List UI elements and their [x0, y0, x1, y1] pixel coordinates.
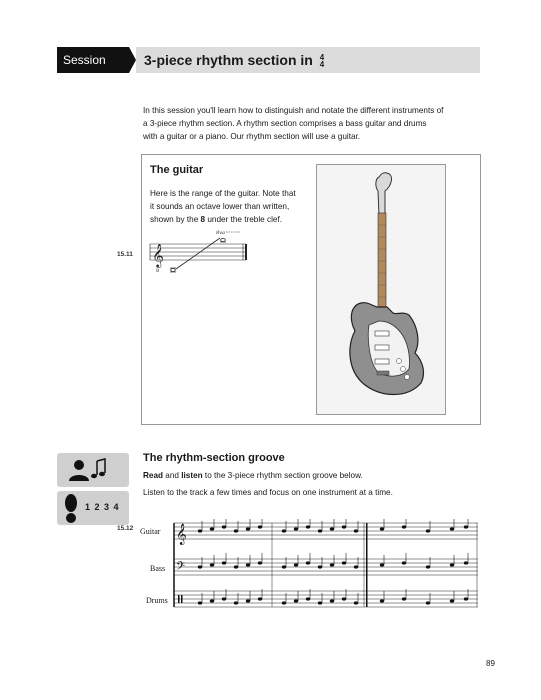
listen-icon-box — [57, 453, 129, 487]
notehead — [342, 561, 346, 564]
bold-eight: 8 — [200, 215, 206, 224]
notehead — [282, 601, 286, 604]
guitar-range-staff — [148, 228, 250, 276]
guitar-paragraph — [150, 187, 310, 226]
notehead — [306, 561, 310, 564]
example-number: 15.11 — [117, 251, 133, 258]
intro-line: In this session you'll learn how to distinguish and notate the different instruments of — [143, 106, 444, 115]
footprint-icon — [57, 491, 85, 525]
person-music-icon — [57, 453, 129, 487]
text-span: under the treble clef. — [205, 215, 283, 224]
score-staves — [172, 519, 480, 614]
notehead — [426, 601, 430, 604]
notehead — [464, 525, 468, 528]
page-title-text: 3-piece rhythm section in — [144, 52, 313, 68]
notehead — [354, 601, 358, 604]
notehead — [402, 525, 406, 528]
notehead — [258, 525, 262, 528]
notehead — [380, 563, 384, 566]
bass-clef-icon: 𝄢 — [176, 560, 186, 576]
notehead — [450, 599, 454, 602]
guitar-heading: The guitar — [150, 164, 204, 176]
notehead — [294, 563, 298, 566]
notehead — [380, 599, 384, 602]
notehead — [464, 597, 468, 600]
notehead — [354, 529, 358, 532]
listen-bold: listen — [181, 471, 203, 480]
notehead — [222, 561, 226, 564]
notehead — [330, 599, 334, 602]
treble-clef-icon: 𝄞 — [176, 524, 187, 545]
notehead — [464, 561, 468, 564]
staff-label-drums: Drums — [146, 596, 168, 605]
notehead — [210, 563, 214, 566]
session-arrow — [129, 47, 136, 73]
notehead — [210, 599, 214, 602]
notehead — [234, 529, 238, 532]
notehead — [318, 601, 322, 604]
groove-heading: The rhythm-section groove — [143, 452, 285, 464]
notehead — [210, 527, 214, 530]
intro-line: with a guitar or a piano. Our rhythm section will use a guitar. — [143, 132, 361, 141]
text-span: shown by the — [150, 215, 201, 224]
notehead — [282, 529, 286, 532]
page-title — [136, 47, 480, 73]
notehead — [306, 525, 310, 528]
guitar-line — [150, 213, 310, 226]
notehead — [450, 527, 454, 530]
intro-paragraph — [143, 104, 463, 143]
notehead — [282, 565, 286, 568]
guitar-line: Here is the range of the guitar. Note that — [150, 189, 296, 198]
notehead — [234, 565, 238, 568]
rhythm-score — [140, 519, 480, 614]
notehead — [294, 599, 298, 602]
notehead — [402, 597, 406, 600]
notehead — [450, 563, 454, 566]
ottava-mark: 8va — [216, 230, 225, 236]
staff-label-bass: Bass — [150, 564, 166, 573]
notehead — [258, 561, 262, 564]
notehead — [426, 529, 430, 532]
example-number: 15.12 — [117, 525, 134, 532]
notehead — [342, 525, 346, 528]
notehead — [306, 597, 310, 600]
notehead — [258, 597, 262, 600]
groove-line-1 — [143, 471, 363, 480]
notehead — [318, 565, 322, 568]
time-sig-top: 4 — [319, 53, 325, 63]
notehead — [330, 563, 334, 566]
session-tag: Session 15b — [57, 47, 129, 73]
guitar-line: it sounds an octave lower than written, — [150, 202, 290, 211]
clef-octave-mark: 8 — [156, 268, 160, 274]
percussion-clef-icon — [178, 595, 180, 603]
treble-clef-icon: 𝄞 — [152, 243, 164, 267]
notehead — [402, 561, 406, 564]
staff-label-guitar: Guitar — [140, 527, 161, 536]
notehead — [246, 563, 250, 566]
notehead — [426, 565, 430, 568]
notehead — [246, 599, 250, 602]
page-number: 89 — [486, 659, 495, 668]
notehead — [198, 565, 202, 568]
notehead — [198, 601, 202, 604]
notehead — [318, 529, 322, 532]
time-sig-bottom: 4 — [319, 60, 325, 70]
notehead — [342, 597, 346, 600]
notehead — [294, 527, 298, 530]
notehead — [222, 597, 226, 600]
notehead — [198, 529, 202, 532]
groove-line-2: Listen to the track a few times and focus on one instrument at a time. — [143, 488, 393, 497]
text-span: and — [163, 471, 182, 480]
text-span: to the 3-piece rhythm section groove below. — [202, 471, 363, 480]
notehead — [234, 601, 238, 604]
time-signature — [320, 54, 324, 68]
notehead — [330, 527, 334, 530]
notehead — [354, 565, 358, 568]
notehead — [246, 527, 250, 530]
notehead — [222, 525, 226, 528]
guitar-photo — [316, 164, 446, 415]
notehead — [380, 527, 384, 530]
count-label: 1 2 3 4 — [85, 502, 120, 512]
read-bold: Read — [143, 471, 164, 480]
count-icon-box — [57, 491, 129, 525]
intro-line: a 3-piece rhythm section. A rhythm section comprises a bass guitar and drums — [143, 119, 427, 128]
session-header — [57, 47, 480, 93]
electric-guitar-icon — [317, 165, 445, 414]
